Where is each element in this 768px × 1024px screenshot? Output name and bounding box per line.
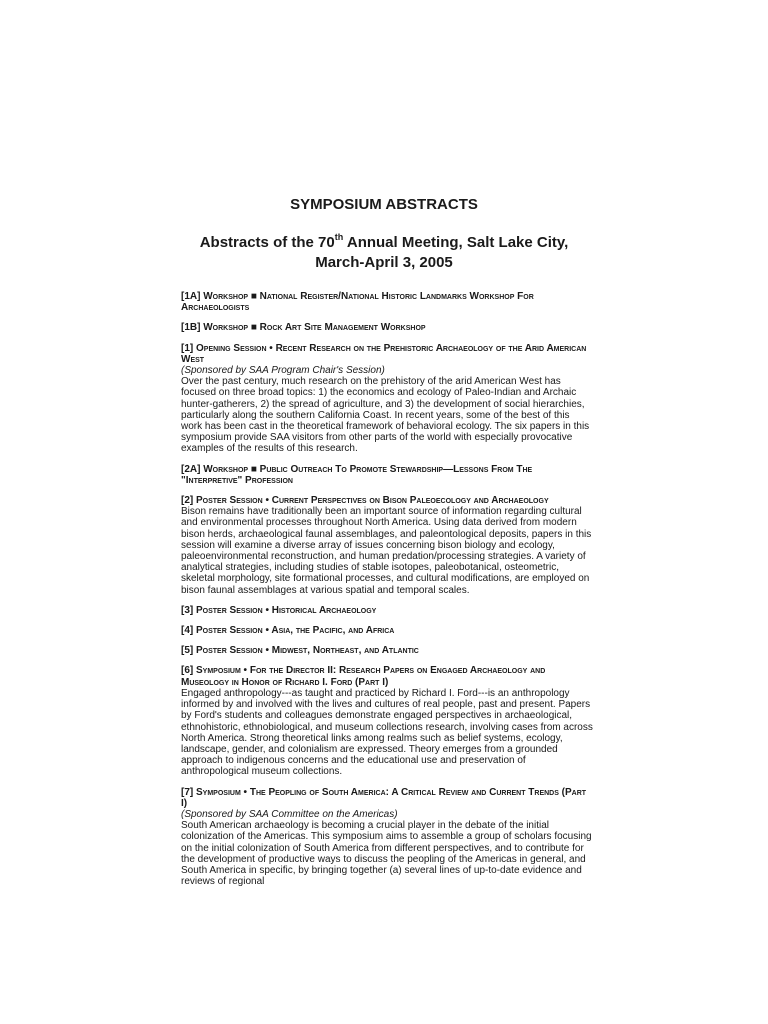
session-sponsor: (Sponsored by SAA Committee on the Americas) — [181, 808, 398, 820]
session-6 — [181, 665, 593, 777]
session-abstract: Over the past century, much research on the prehistory of the arid American West has focused on three broad topics: 1) the economics and ecology of Paleo-Indian and Archaic hunter-gatherers, 2) the spread of agriculture, and 3) the development of social hierarchies, particularly along the southern California Coast. In recent years, some of the best of this work has been cast in the theoretical framework of behavioral ecology. The six papers in this symposium provide SAA visitors from other parts of the world with especially provocative examples of the results of this research. — [181, 376, 590, 455]
session-7 — [181, 787, 593, 888]
subtitle-date: March-April 3, 2005 — [315, 254, 453, 271]
session-5 — [181, 645, 593, 656]
session-heading: [1] Opening Session • Recent Research on the Prehistoric Archaeology of the Arid American West — [181, 342, 587, 365]
session-abstract: Bison remains have traditionally been an important source of information regarding cultural and environmental processes throughout North America. Using data derived from modern bison herds, archaeological faunal assemblages, and paleontological deposits, papers in this session will examine a diverse array of issues concerning bison biology and ecology, paleoenvironmental reconstruction, and human predation/processing strategies. A variety of analytical strategies, including studies of stable isotopes, paleobotanical, osteometric, skeletal morphology, site formational processes, and cultural modifications, are employed on bison faunal assemblages at various spatial and temporal scales. — [181, 506, 592, 596]
subtitle-text: Abstracts of the 70 — [199, 234, 335, 251]
subtitle-ordinal-suffix: th — [334, 232, 344, 242]
session-heading: [5] Poster Session • Midwest, Northeast, and Atlantic — [181, 645, 419, 657]
session-abstract: South American archaeology is becoming a crucial player in the debate of the initial colonization of the Americas. This symposium aims to assemble a group of scholars focusing on the initial colonization of South America from different perspectives, and to contribute for the development of productive ways to discuss the peopling of the Americas in general, and South America in specific, by bringing together (a) several lines of up-to-date evidence and reviews of regional — [181, 820, 592, 888]
session-heading: [2A] Workshop ■ Public Outreach To Promote Stewardship—Lessons From The "Interpretive" Profession — [181, 463, 533, 486]
page-title: SYMPOSIUM ABSTRACTS — [290, 196, 478, 213]
subtitle-text-continued: Annual Meeting, Salt Lake City, — [343, 234, 569, 251]
session-sponsor: (Sponsored by SAA Program Chair's Session) — [181, 365, 385, 377]
session-heading: [6] Symposium • For the Director II: Research Papers on Engaged Archaeology and Museology in Honor of Richard I. Ford (Part I) — [181, 665, 546, 688]
session-heading: [2] Poster Session • Current Perspectives on Bison Paleoecology and Archaeology — [181, 495, 549, 507]
session-heading: [4] Poster Session • Asia, the Pacific, and Africa — [181, 625, 395, 637]
session-abstract: Engaged anthropology---as taught and practiced by Richard I. Ford---is an anthropology informed by and involved with the lives and cultures of real people, past and present. Papers by Ford's students and colleagues demonstrate engaged perspectives in archaeological, ethnohistoric, ethnobiological, and museum collections research, involving cases from across North America. Strong theoretical links among realms such as belief systems, ecology, landscape, gender, and colonialism are expressed. Theory emerges from a grounded approach to indigenous concerns and the educational use and preservation of anthropological museum collections. — [181, 687, 593, 778]
session-2 — [181, 495, 593, 596]
session-heading: [3] Poster Session • Historical Archaeology — [181, 604, 377, 616]
session-heading: [1A] Workshop ■ National Register/National Historic Landmarks Workshop For Archaeologists — [181, 291, 534, 314]
session-3 — [181, 605, 593, 616]
session-2a — [181, 464, 593, 486]
session-1a — [181, 291, 593, 313]
session-list — [181, 291, 593, 896]
session-1 — [181, 343, 593, 455]
session-heading: [7] Symposium • The Peopling of South America: A Critical Review and Current Trends (Part I) — [181, 786, 587, 809]
session-heading: [1B] Workshop ■ Rock Art Site Management Workshop — [181, 322, 426, 334]
page-subtitle — [150, 233, 618, 273]
session-1b — [181, 322, 593, 333]
session-4 — [181, 625, 593, 636]
